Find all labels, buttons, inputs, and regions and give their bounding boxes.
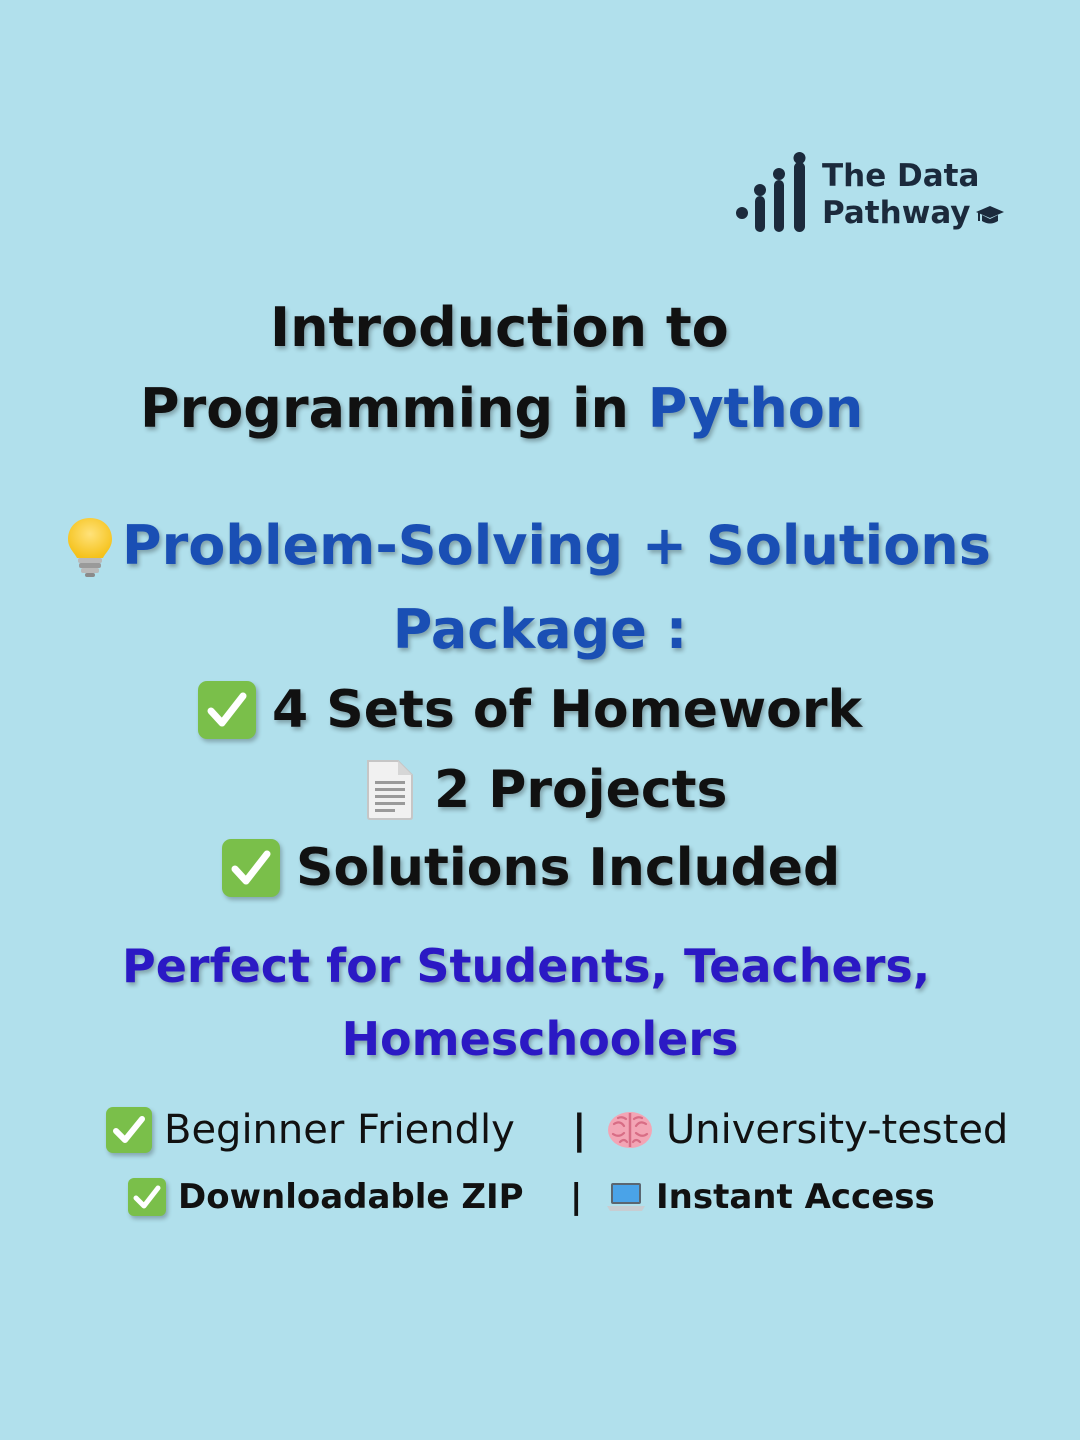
brand-name <box>822 158 1005 232</box>
headline-programming: Programming in <box>140 377 648 440</box>
feature-downloadable-zip <box>128 1174 524 1220</box>
headline-line-2-text <box>140 377 863 441</box>
feature-instant-access <box>606 1174 935 1220</box>
brand-logo <box>734 152 1014 236</box>
bar-chart-logo-icon <box>734 152 814 236</box>
check-box-icon <box>222 839 280 897</box>
feature-label: Downloadable ZIP <box>178 1177 524 1217</box>
feature-label: Beginner Friendly <box>164 1107 515 1153</box>
checklist-label: Solutions Included <box>296 838 841 898</box>
feature-separator: | <box>572 1107 587 1153</box>
graduation-cap-icon <box>975 203 1005 227</box>
headline-intro: Introduction to <box>270 296 729 359</box>
check-box-icon <box>106 1107 152 1153</box>
feature-separator: | <box>570 1177 583 1217</box>
audience-text-1: Perfect for Students, Teachers, <box>122 939 931 993</box>
checklist-label: 4 Sets of Homework <box>272 680 863 740</box>
brand-name-line1: The Data <box>822 158 980 194</box>
brain-icon <box>606 1108 654 1152</box>
headline-python: Python <box>647 377 864 440</box>
check-box-icon <box>128 1178 166 1216</box>
brand-name-line2: Pathway <box>822 195 1005 232</box>
laptop-icon <box>606 1180 646 1214</box>
check-box-icon <box>198 681 256 739</box>
lightbulb-icon <box>64 514 116 578</box>
package-line-2: Package : <box>392 598 688 661</box>
audience-line-2: Homeschoolers <box>341 1012 739 1066</box>
feature-university-tested <box>606 1104 1008 1156</box>
checklist-label: 2 Projects <box>434 760 728 820</box>
package-title: Problem-Solving + Solutions <box>122 514 991 577</box>
feature-label: University-tested <box>666 1107 1009 1153</box>
feature-beginner-friendly <box>106 1104 515 1156</box>
feature-label: Instant Access <box>656 1177 935 1217</box>
document-icon <box>362 759 418 821</box>
